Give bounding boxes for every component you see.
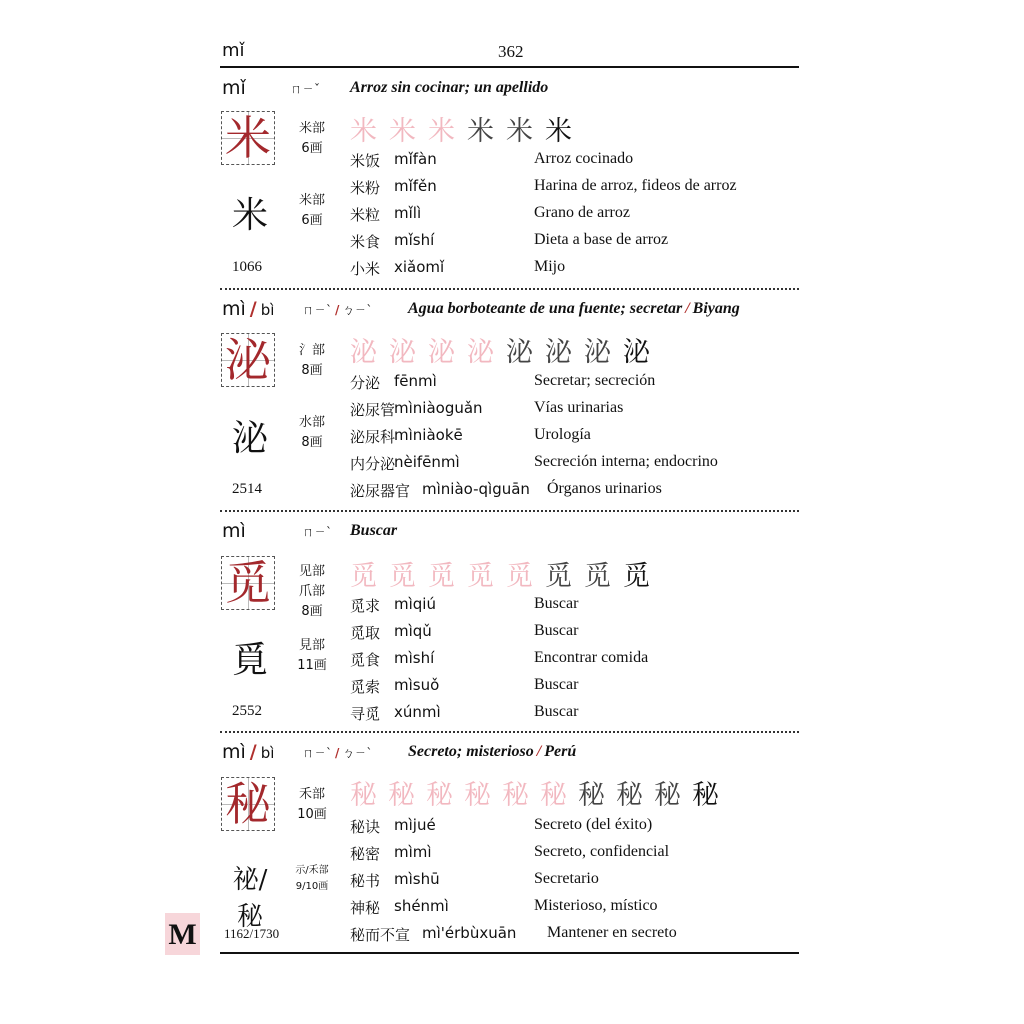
entry-meaning: Buscar (350, 522, 398, 539)
stroke-step: 泌 (506, 337, 533, 368)
entry-zhuyin: ㄇㄧˇ (290, 82, 321, 96)
stroke-step: 米 (467, 116, 494, 147)
entry-heading (222, 520, 802, 546)
stroke-step: 觅 (350, 561, 377, 592)
stroke-step: 秘 (616, 780, 643, 811)
stroke-order (350, 330, 662, 368)
stroke-step: 泌 (350, 337, 377, 368)
entry-divider (220, 731, 799, 733)
radical-info: 米部 6画 (298, 121, 325, 156)
simplified-character: 米 (225, 111, 271, 165)
stroke-step: 秘 (540, 780, 567, 811)
stroke-order (350, 109, 584, 147)
stroke-step: 秘 (578, 780, 605, 811)
simplified-character: 泌 (225, 333, 271, 387)
stroke-step: 觅 (623, 561, 650, 592)
radical-info-traditional: 水部 8画 (298, 415, 325, 450)
radical-info: 禾部 10画 (297, 787, 327, 822)
character-number: 2514 (232, 481, 262, 497)
section-tab[interactable]: M (165, 913, 200, 955)
simplified-character: 秘 (225, 777, 271, 831)
stroke-step: 觅 (545, 561, 572, 592)
entry-heading (222, 298, 802, 324)
radical-info-traditional: 示/禾部 9/10画 (295, 865, 329, 892)
stroke-step: 泌 (584, 337, 611, 368)
character-box (221, 111, 275, 165)
header-pinyin: mǐ (222, 40, 245, 61)
simplified-character: 觅 (225, 556, 271, 610)
page-number: 362 (498, 42, 524, 61)
radical-info-traditional: 米部 6画 (298, 193, 325, 228)
stroke-step: 觅 (428, 561, 455, 592)
stroke-step: 觅 (584, 561, 611, 592)
stroke-step: 米 (506, 116, 533, 147)
entry-pinyin: mǐ (222, 77, 246, 99)
footer-rule (220, 952, 799, 954)
entry-heading (222, 77, 802, 103)
traditional-character: 覓 (231, 640, 268, 681)
entry-meaning: Agua borboteante de una fuente; secretar / Biyang (408, 300, 740, 317)
entry-zhuyin: ㄇㄧˋ (302, 525, 333, 539)
stroke-step: 泌 (428, 337, 455, 368)
traditional-character: 米 (231, 195, 268, 236)
character-number: 1066 (232, 259, 262, 275)
entry-meaning: Arroz sin cocinar; un apellido (350, 79, 549, 96)
entry-divider (220, 288, 799, 290)
traditional-character: 泌 (231, 418, 268, 459)
radical-info-traditional: 見部 11画 (297, 638, 327, 673)
character-box (221, 556, 275, 610)
stroke-step: 觅 (467, 561, 494, 592)
entry-zhuyin: ㄇㄧˋ / ㄅㄧˋ (302, 303, 373, 317)
traditional-character: 祕/秘 (232, 865, 268, 932)
character-box (221, 777, 275, 831)
radical-info: 见部 爪部 8画 (298, 564, 325, 619)
entry-pinyin: mì / bì (222, 741, 275, 763)
stroke-step: 秘 (502, 780, 529, 811)
entry-heading (222, 741, 802, 767)
entry-pinyin: mì / bì (222, 298, 275, 320)
stroke-step: 米 (389, 116, 416, 147)
stroke-step: 觅 (389, 561, 416, 592)
entry-pinyin: mì (222, 520, 246, 542)
character-number: 1162/1730 (224, 926, 280, 941)
stroke-step: 秘 (464, 780, 491, 811)
stroke-step: 觅 (506, 561, 533, 592)
stroke-step: 泌 (623, 337, 650, 368)
stroke-step: 泌 (545, 337, 572, 368)
stroke-step: 秘 (388, 780, 415, 811)
stroke-step: 泌 (389, 337, 416, 368)
stroke-step: 秘 (692, 780, 719, 811)
header-rule (220, 66, 799, 68)
stroke-step: 米 (428, 116, 455, 147)
radical-info: 氵部 8画 (298, 343, 325, 378)
entry-meaning: Secreto; misterioso / Perú (408, 743, 577, 760)
stroke-step: 秘 (426, 780, 453, 811)
character-number: 2552 (232, 703, 262, 719)
entry-divider (220, 510, 799, 512)
entry-zhuyin: ㄇㄧˋ / ㄅㄧˋ (302, 746, 373, 760)
stroke-step: 泌 (467, 337, 494, 368)
stroke-step: 秘 (654, 780, 681, 811)
stroke-step: 米 (545, 116, 572, 147)
stroke-step: 秘 (350, 780, 377, 811)
stroke-order (350, 773, 730, 811)
stroke-order (350, 554, 662, 592)
character-box (221, 333, 275, 387)
stroke-step: 米 (350, 116, 377, 147)
